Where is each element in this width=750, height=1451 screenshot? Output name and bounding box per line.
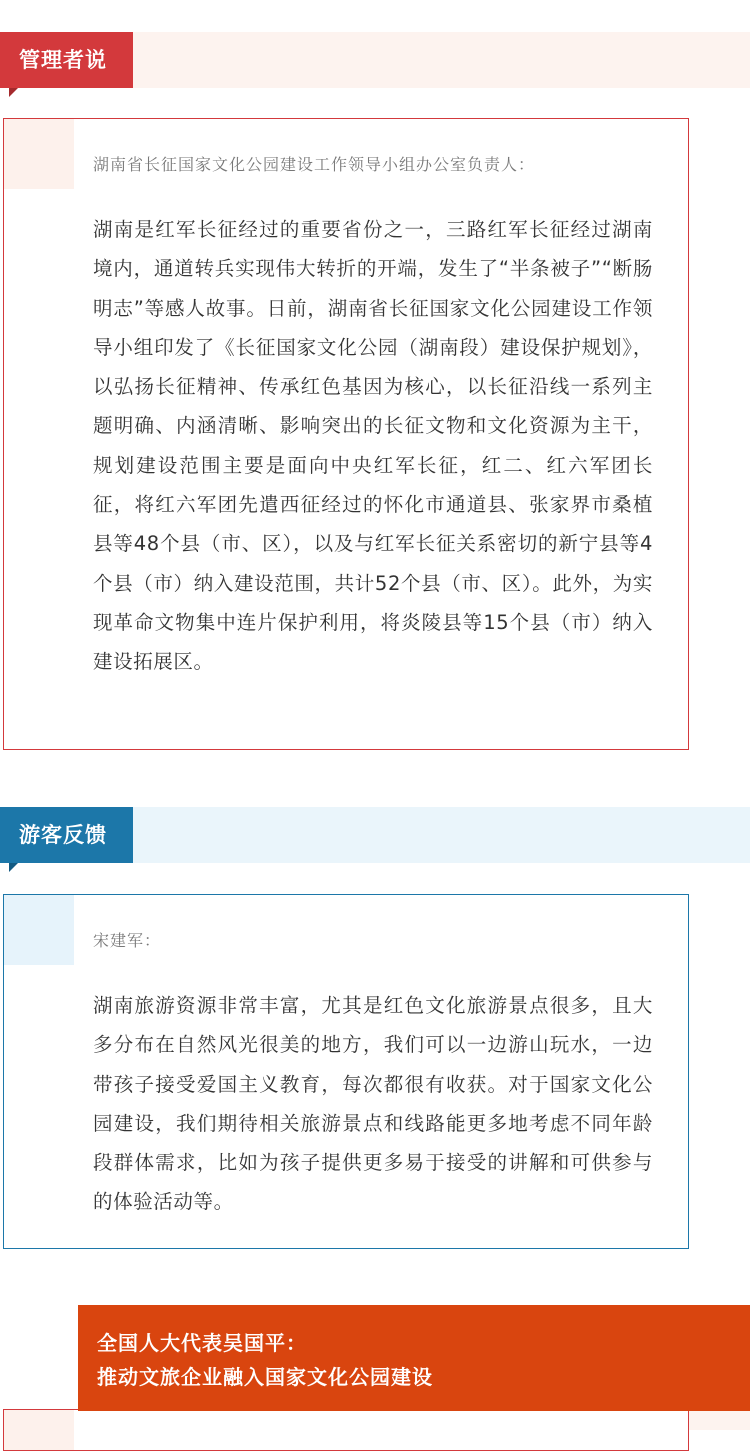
highlight-headline: 推动文旅企业融入国家文化公园建设 — [97, 1365, 433, 1389]
highlight-banner — [78, 1305, 750, 1411]
speaker-name: 湖南省长征国家文化公园建设工作领导小组办公室负责人： — [93, 155, 536, 174]
section-tag-label: 管理者说 — [19, 48, 107, 72]
highlight-speaker: 全国人大代表吴国平： — [97, 1331, 307, 1355]
section-tag-label: 游客反馈 — [19, 823, 107, 847]
section-header-band — [688, 1411, 750, 1430]
manager-quote-card — [3, 118, 689, 750]
corner-decoration — [4, 895, 74, 965]
section-tag-manager — [0, 32, 133, 88]
next-quote-card — [3, 1409, 689, 1451]
section-tag-visitor — [0, 807, 133, 863]
speaker-name: 宋建军： — [93, 931, 162, 950]
tag-tail-decoration — [9, 88, 18, 97]
quote-text: 湖南是红军长征经过的重要省份之一，三路红军长征经过湖南境内，通道转兵实现伟大转折的开端，发生了“半条被子”“断肠明志”等感人故事。日前，湖南省长征国家文化公园建设工作领导小组印发了《长征国家文化公园（湖南段）建设保护规划》，以弘扬长征精神、传承红色基因为核心，以长征沿线一系列主题明确、内涵清晰、影响突出的长征文物和文化资源为主干，规划建设范围主要是面向中央红军长征，红二、红六军团长征，将红六军团先遣西征经过的怀化市通道县、张家界市桑植县等48个县（市、区），以及与红军长征关系密切的新宁县等4个县（市）纳入建设范围，共计52个县（市、区）。此外，为实现革命文物集中连片保护利用，将炎陵县等15个县（市）纳入建设拓展区。 — [93, 218, 653, 674]
corner-decoration — [4, 1410, 74, 1450]
quote-text: 湖南旅游资源非常丰富，尤其是红色文化旅游景点很多，且大多分布在自然风光很美的地方，我们可以一边游山玩水，一边带孩子接受爱国主义教育，每次都很有收获。对于国家文化公园建设，我们期待相关旅游景点和线路能更多地考虑不同年龄段群体需求，比如为孩子提供更多易于接受的讲解和可供参与的体验活动等。 — [93, 994, 653, 1214]
corner-decoration — [4, 119, 74, 189]
visitor-quote-card — [3, 894, 689, 1249]
tag-tail-decoration — [9, 863, 18, 872]
